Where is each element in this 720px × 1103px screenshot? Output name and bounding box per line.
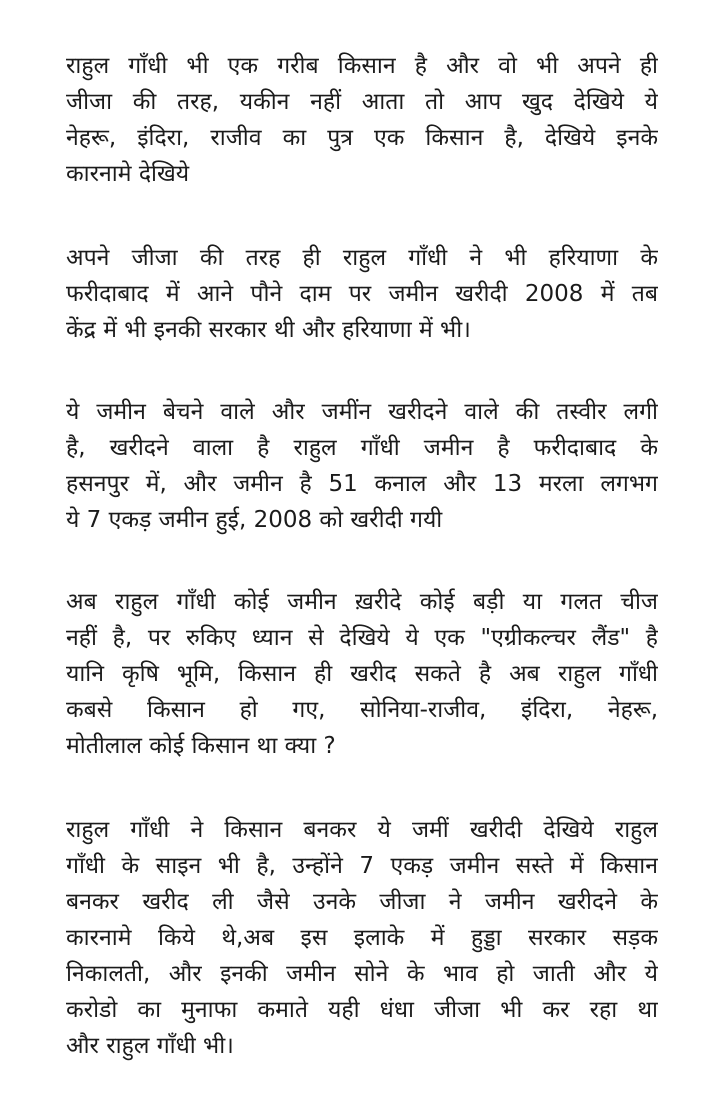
- paragraph-line: अब राहुल गाँधी कोई जमीन ख़रीदे कोई बड़ी या गलत चीज: [66, 589, 658, 615]
- paragraph-line: निकालती, और इनकी जमीन सोने के भाव हो जाती और ये: [66, 961, 658, 987]
- paragraph-line: मोतीलाल कोई किसान था क्या ?: [66, 733, 336, 759]
- paragraph-line: राहुल गाँधी भी एक गरीब किसान है और वो भी अपने ही: [66, 53, 658, 79]
- paragraph-3: [66, 394, 658, 538]
- paragraph-line: ये 7 एकड़ जमीन हुई, 2008 को खरीदी गयी: [66, 507, 443, 533]
- paragraph-2: [66, 240, 658, 348]
- paragraph-line: और राहुल गाँधी भी।: [66, 1033, 234, 1059]
- paragraph-line: राहुल गाँधी ने किसान बनकर ये जमीं खरीदी देखिये राहुल: [66, 817, 658, 843]
- paragraph-line: यानि कृषि भूमि, किसान ही खरीद सकते है अब राहुल गाँधी: [66, 661, 658, 687]
- paragraph-line: हसनपुर में, और जमीन है 51 कनाल और 13 मरला लगभग: [66, 471, 658, 497]
- paragraph-line: ये जमीन बेचने वाले और जमींन खरीदने वाले की तस्वीर लगी: [66, 399, 658, 425]
- paragraph-5: [66, 812, 658, 1064]
- paragraph-line: नहीं है, पर रुकिए ध्यान से देखिये ये एक "एग्रीकल्चर लैंड" है: [66, 625, 658, 651]
- paragraph-line: जीजा की तरह, यकीन नहीं आता तो आप खुद देखिये ये: [66, 89, 658, 115]
- paragraph-line: कबसे किसान हो गए, सोनिया-राजीव, इंदिरा, नेहरू,: [66, 697, 658, 723]
- paragraph-line: नेहरू, इंदिरा, राजीव का पुत्र एक किसान है, देखिये इनके: [66, 125, 658, 151]
- paragraph-line: बनकर खरीद ली जैसे उनके जीजा ने जमीन खरीदने के: [66, 889, 658, 915]
- paragraph-line: कारनामे देखिये: [66, 161, 190, 187]
- paragraph-line: फरीदाबाद में आने पौने दाम पर जमीन खरीदी 2008 में तब: [66, 281, 658, 307]
- paragraph-line: केंद्र में भी इनकी सरकार थी और हरियाणा में भी।: [66, 317, 471, 343]
- paragraph-line: कारनामे किये थे,अब इस इलाके में हुड्डा सरकार सड़क: [66, 925, 658, 951]
- paragraph-line: गाँधी के साइन भी है, उन्होंने 7 एकड़ जमीन सस्ते में किसान: [66, 853, 658, 879]
- paragraph-line: करोडो का मुनाफा कमाते यही धंधा जीजा भी कर रहा था: [66, 997, 658, 1023]
- paragraph-1: [66, 48, 658, 192]
- paragraph-4: [66, 584, 658, 764]
- paragraph-line: है, खरीदने वाला है राहुल गाँधी जमीन है फरीदाबाद के: [66, 435, 658, 461]
- paragraph-line: अपने जीजा की तरह ही राहुल गाँधी ने भी हरियाणा के: [66, 245, 658, 271]
